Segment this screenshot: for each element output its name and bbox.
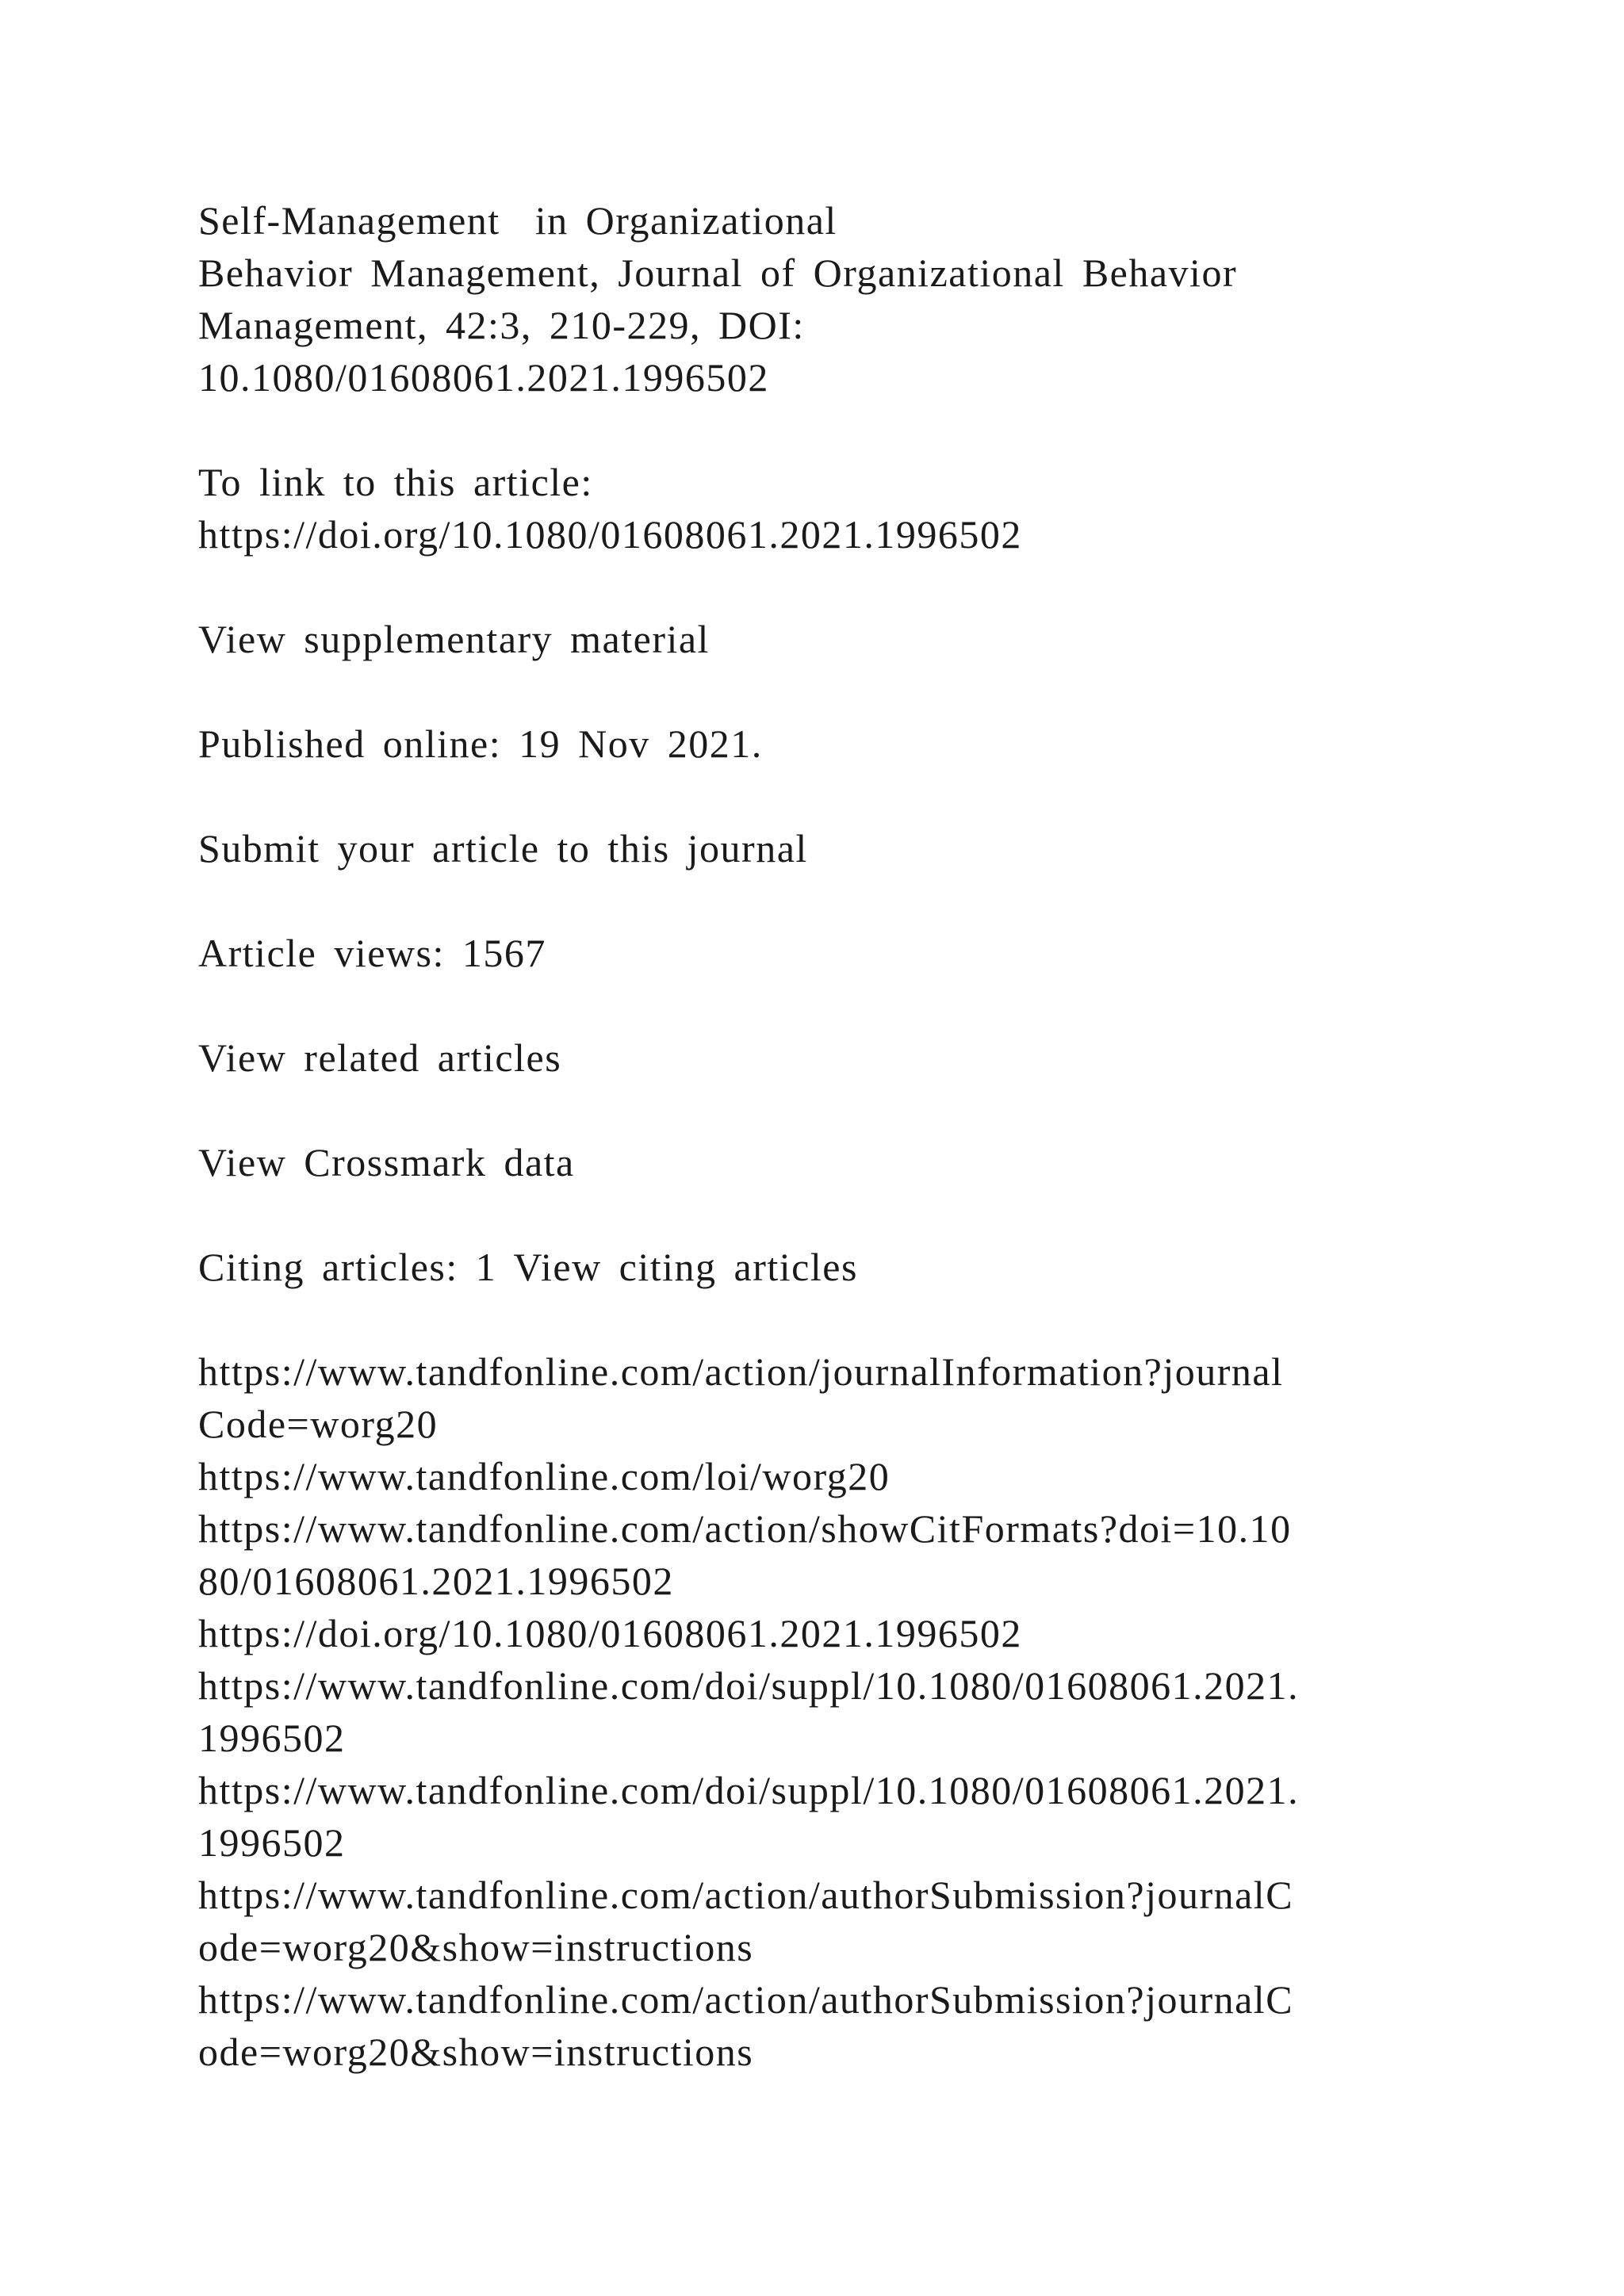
spacer <box>198 979 1435 1031</box>
spacer <box>198 665 1435 718</box>
url-line[interactable]: https://www.tandfonline.com/doi/suppl/10.1080/01608061.2021. <box>198 1663 1300 1708</box>
view-related-link[interactable]: View related articles <box>198 1035 562 1080</box>
url-line[interactable]: 1996502 <box>198 1716 346 1760</box>
spacer <box>198 561 1435 613</box>
article-views: Article views: 1567 <box>198 931 546 975</box>
link-section <box>198 456 1435 561</box>
document-page <box>198 194 1435 2078</box>
url-line[interactable]: https://www.tandfonline.com/loi/worg20 <box>198 1454 891 1498</box>
spacer <box>198 404 1435 456</box>
published-date: Published online: 19 Nov 2021. <box>198 721 763 766</box>
spacer <box>198 770 1435 822</box>
url-list <box>198 1345 1435 2078</box>
spacer <box>198 874 1435 927</box>
url-line[interactable]: 80/01608061.2021.1996502 <box>198 1559 674 1603</box>
url-line[interactable]: 1996502 <box>198 1820 346 1865</box>
url-line[interactable]: ode=worg20&show=instructions <box>198 2030 754 2074</box>
url-line[interactable]: https://www.tandfonline.com/action/authorSubmission?journalC <box>198 1873 1294 1917</box>
url-line[interactable]: https://doi.org/10.1080/01608061.2021.1996502 <box>198 1611 1022 1655</box>
citation-line: Self-Management in Organizational <box>198 198 837 243</box>
submit-article-link[interactable]: Submit your article to this journal <box>198 826 808 871</box>
spacer <box>198 1084 1435 1136</box>
citation-block <box>198 194 1435 404</box>
citation-line: Behavior Management, Journal of Organizational Behavior <box>198 251 1238 295</box>
spacer <box>198 1293 1435 1345</box>
spacer <box>198 1188 1435 1241</box>
view-supplementary-link[interactable]: View supplementary material <box>198 617 710 661</box>
url-line[interactable]: ode=worg20&show=instructions <box>198 1925 754 1969</box>
view-crossmark-link[interactable]: View Crossmark data <box>198 1140 575 1184</box>
article-doi-link[interactable]: https://doi.org/10.1080/01608061.2021.1996502 <box>198 512 1022 557</box>
citing-articles-link[interactable]: Citing articles: 1 View citing articles <box>198 1245 858 1289</box>
url-line[interactable]: Code=worg20 <box>198 1402 439 1446</box>
citation-doi: 10.1080/01608061.2021.1996502 <box>198 355 769 400</box>
citation-line: Management, 42:3, 210-229, DOI: <box>198 303 805 347</box>
url-line[interactable]: https://www.tandfonline.com/action/showCitFormats?doi=10.10 <box>198 1506 1292 1551</box>
url-line[interactable]: https://www.tandfonline.com/action/authorSubmission?journalC <box>198 1977 1294 2022</box>
link-label: To link to this article: <box>198 460 593 504</box>
url-line[interactable]: https://www.tandfonline.com/doi/suppl/10.1080/01608061.2021. <box>198 1768 1300 1812</box>
url-line[interactable]: https://www.tandfonline.com/action/journalInformation?journal <box>198 1349 1284 1394</box>
